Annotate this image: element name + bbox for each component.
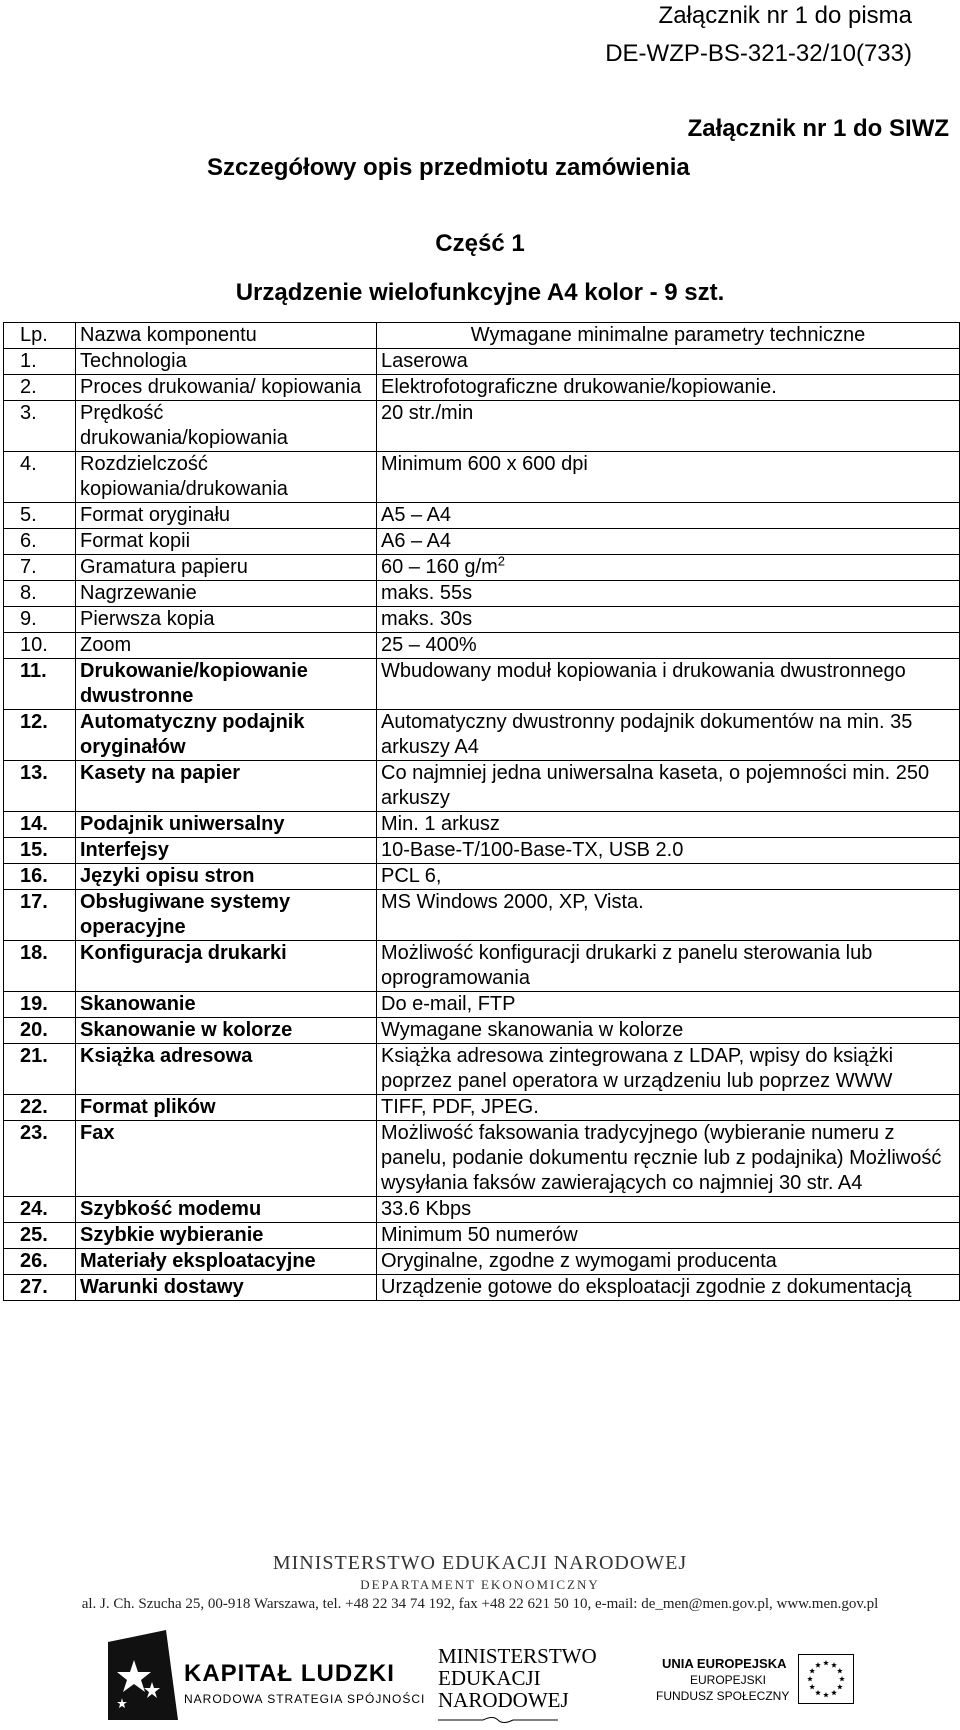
table-row	[4, 1197, 960, 1223]
table-row	[4, 401, 960, 452]
table-row	[4, 838, 960, 864]
parameter-text: Minimum 50 numerów	[381, 1224, 578, 1246]
row-number: 5.	[4, 503, 76, 529]
parameter-text: A5 – A4	[381, 504, 452, 526]
parameter-value	[377, 992, 960, 1018]
footer-ministry: MINISTERSTWO EDUKACJI NARODOWEJ	[272, 1552, 688, 1574]
component-name: Zoom	[76, 633, 377, 659]
row-number: 25.	[4, 1223, 76, 1249]
component-name: Nagrzewanie	[76, 581, 377, 607]
table-row	[4, 941, 960, 992]
component-name: Technologia	[76, 349, 377, 375]
component-name: Podajnik uniwersalny	[76, 812, 377, 838]
parameter-text: Urządzenie gotowe do eksploatacji zgodnie z dokumentacją	[381, 1276, 912, 1298]
men-logo	[438, 1645, 608, 1725]
parameter-value	[377, 864, 960, 890]
component-name: Automatyczny podajnik oryginałów	[76, 710, 377, 761]
parameter-text: Elektrofotograficzne drukowanie/kopiowanie.	[381, 376, 777, 398]
parameter-text: maks. 30s	[381, 608, 473, 630]
parameter-text: Możliwość konfiguracji drukarki z panelu sterowania lub oprogramowania	[381, 942, 873, 989]
table-row	[4, 1018, 960, 1044]
device-heading: Urządzenie wielofunkcyjne A4 kolor - 9 szt.	[235, 279, 725, 306]
parameter-value	[377, 1018, 960, 1044]
row-number: 2.	[4, 375, 76, 401]
table-row	[4, 1249, 960, 1275]
eu-line-2: EUROPEJSKI	[690, 1673, 767, 1687]
parameter-value	[377, 761, 960, 812]
kapital-ludzki-emblem-icon	[108, 1630, 178, 1720]
parameter-value	[377, 710, 960, 761]
row-number: 17.	[4, 890, 76, 941]
row-number: 22.	[4, 1095, 76, 1121]
annex-siwz: Załącznik nr 1 do SIWZ	[687, 115, 949, 142]
men-line-2: EDUKACJI	[438, 1666, 541, 1690]
header-component: Nazwa komponentu	[76, 323, 377, 349]
parameter-text: Do e-mail, FTP	[381, 993, 516, 1015]
table-row	[4, 607, 960, 633]
table-row	[4, 581, 960, 607]
table-row	[4, 864, 960, 890]
table-row	[4, 761, 960, 812]
kl-name: KAPITAŁ LUDZKI	[184, 1660, 395, 1687]
table-row	[4, 1095, 960, 1121]
table-row	[4, 992, 960, 1018]
parameter-text: Książka adresowa zintegrowana z LDAP, wpisy do książki poprzez panel operatora w urządzeniu lub poprzez WWW	[381, 1045, 894, 1092]
parameter-text: Wymagane skanowania w kolorze	[381, 1019, 684, 1041]
parameter-value	[377, 607, 960, 633]
parameter-value	[377, 1044, 960, 1095]
parameter-value	[377, 1197, 960, 1223]
parameter-value	[377, 1121, 960, 1197]
row-number: 14.	[4, 812, 76, 838]
component-name: Materiały eksploatacyjne	[76, 1249, 377, 1275]
table-row	[4, 1223, 960, 1249]
table-row	[4, 452, 960, 503]
table-header-row	[4, 323, 960, 349]
parameter-text: Co najmniej jedna uniwersalna kaseta, o pojemności min. 250 arkuszy	[381, 762, 930, 809]
component-name: Szybkość modemu	[76, 1197, 377, 1223]
table-row	[4, 890, 960, 941]
row-number: 6.	[4, 529, 76, 555]
component-name: Kasety na papier	[76, 761, 377, 812]
component-name: Rozdzielczość kopiowania/drukowania	[76, 452, 377, 503]
document-title: Szczegółowy opis przedmiotu zamówienia	[207, 154, 690, 181]
row-number: 3.	[4, 401, 76, 452]
component-name: Pierwsza kopia	[76, 607, 377, 633]
row-number: 8.	[4, 581, 76, 607]
reference-number: DE-WZP-BS-321-32/10(733)	[605, 40, 912, 67]
row-number: 16.	[4, 864, 76, 890]
row-number: 10.	[4, 633, 76, 659]
parameter-text: 10-Base-T/100-Base-TX, USB 2.0	[381, 839, 684, 861]
parameter-text: maks. 55s	[381, 582, 473, 604]
row-number: 12.	[4, 710, 76, 761]
parameter-value	[377, 890, 960, 941]
parameter-value	[377, 1223, 960, 1249]
parameter-superscript: 2	[497, 553, 505, 569]
parameter-value	[377, 555, 960, 581]
table-row	[4, 349, 960, 375]
component-name: Skanowanie w kolorze	[76, 1018, 377, 1044]
header-parameters: Wymagane minimalne parametry techniczne	[377, 323, 960, 349]
row-number: 24.	[4, 1197, 76, 1223]
parameter-value	[377, 659, 960, 710]
parameter-text: MS Windows 2000, XP, Vista.	[381, 891, 644, 913]
row-number: 7.	[4, 555, 76, 581]
component-name: Warunki dostawy	[76, 1275, 377, 1301]
parameter-text: 60 – 160 g/m	[381, 556, 498, 578]
table-row	[4, 529, 960, 555]
parameter-text: Automatyczny dwustronny podajnik dokumentów na min. 35 arkuszy A4	[381, 711, 913, 758]
parameter-text: Możliwość faksowania tradycyjnego (wybieranie numeru z panelu, podanie dokumentu ręcznie lub z podajnika) Możliwość wysyłania faksów zawierających co najmniej 30 str. A4	[381, 1122, 942, 1194]
row-number: 11.	[4, 659, 76, 710]
row-number: 4.	[4, 452, 76, 503]
parameter-value	[377, 633, 960, 659]
parameter-text: Oryginalne, zgodne z wymogami producenta	[381, 1250, 777, 1272]
men-line-3: NARODOWEJ	[438, 1688, 569, 1712]
parameter-value	[377, 581, 960, 607]
component-name: Format plików	[76, 1095, 377, 1121]
component-name: Skanowanie	[76, 992, 377, 1018]
parameter-value	[377, 375, 960, 401]
component-name: Szybkie wybieranie	[76, 1223, 377, 1249]
table-row	[4, 375, 960, 401]
parameter-value	[377, 812, 960, 838]
component-name: Fax	[76, 1121, 377, 1197]
parameter-value	[377, 529, 960, 555]
table-row	[4, 1044, 960, 1095]
table-row	[4, 812, 960, 838]
parameter-value	[377, 349, 960, 375]
component-name: Drukowanie/kopiowanie dwustronne	[76, 659, 377, 710]
row-number: 27.	[4, 1275, 76, 1301]
parameter-text: Wbudowany moduł kopiowania i drukowania dwustronnego	[381, 660, 906, 682]
parameter-value	[377, 941, 960, 992]
table-row	[4, 503, 960, 529]
parameter-text: 25 – 400%	[381, 634, 477, 656]
row-number: 18.	[4, 941, 76, 992]
parameter-value	[377, 1249, 960, 1275]
row-number: 1.	[4, 349, 76, 375]
parameter-value	[377, 1275, 960, 1301]
header-lp: Lp.	[4, 323, 76, 349]
table-row	[4, 633, 960, 659]
table-row	[4, 710, 960, 761]
eu-stars-flag-icon	[798, 1654, 854, 1704]
component-name: Konfiguracja drukarki	[76, 941, 377, 992]
eu-line-3: FUNDUSZ SPOŁECZNY	[656, 1689, 790, 1703]
row-number: 21.	[4, 1044, 76, 1095]
component-name: Gramatura papieru	[76, 555, 377, 581]
men-ornament-icon	[438, 1715, 558, 1725]
men-line-1: MINISTERSTWO	[438, 1644, 597, 1668]
parameter-text: Minimum 600 x 600 dpi	[381, 453, 588, 475]
parameter-text: TIFF, PDF, JPEG.	[381, 1096, 539, 1118]
row-number: 13.	[4, 761, 76, 812]
kapital-ludzki-logo	[108, 1630, 438, 1720]
footer-address: al. J. Ch. Szucha 25, 00-918 Warszawa, tel. +48 22 34 74 192, fax +48 22 621 50 10, e-mail: de_men@men.gov.pl, www.men.gov.pl	[81, 1596, 879, 1612]
part-heading: Część 1	[435, 230, 525, 257]
row-number: 20.	[4, 1018, 76, 1044]
eu-line-1: UNIA EUROPEJSKA	[662, 1656, 787, 1671]
eu-logo	[656, 1656, 910, 1716]
component-name: Obsługiwane systemy operacyjne	[76, 890, 377, 941]
parameter-value	[377, 1095, 960, 1121]
component-name: Format kopii	[76, 529, 377, 555]
parameter-text: Min. 1 arkusz	[381, 813, 500, 835]
parameter-text: 33.6 Kbps	[381, 1198, 472, 1220]
table-row	[4, 1275, 960, 1301]
component-name: Książka adresowa	[76, 1044, 377, 1095]
component-name: Prędkość drukowania/kopiowania	[76, 401, 377, 452]
row-number: 23.	[4, 1121, 76, 1197]
parameter-text: A6 – A4	[381, 530, 452, 552]
component-name: Format oryginału	[76, 503, 377, 529]
table-row	[4, 1121, 960, 1197]
row-number: 19.	[4, 992, 76, 1018]
row-number: 26.	[4, 1249, 76, 1275]
parameter-text: Laserowa	[381, 350, 468, 372]
footer-department: DEPARTAMENT EKONOMICZNY	[360, 1577, 600, 1592]
component-name: Interfejsy	[76, 838, 377, 864]
row-number: 9.	[4, 607, 76, 633]
parameter-text: 20 str./min	[381, 402, 474, 424]
parameter-value	[377, 503, 960, 529]
component-name: Proces drukowania/ kopiowania	[76, 375, 377, 401]
component-name: Języki opisu stron	[76, 864, 377, 890]
parameter-value	[377, 401, 960, 452]
kl-subtitle: NARODOWA STRATEGIA SPÓJNOŚCI	[184, 1692, 426, 1706]
parameter-value	[377, 452, 960, 503]
parameter-text: PCL 6,	[381, 865, 442, 887]
specification-table	[3, 322, 960, 1301]
parameter-value	[377, 838, 960, 864]
table-row	[4, 555, 960, 581]
row-number: 15.	[4, 838, 76, 864]
table-row	[4, 659, 960, 710]
annex-letter-ref: Załącznik nr 1 do pisma	[658, 2, 912, 29]
